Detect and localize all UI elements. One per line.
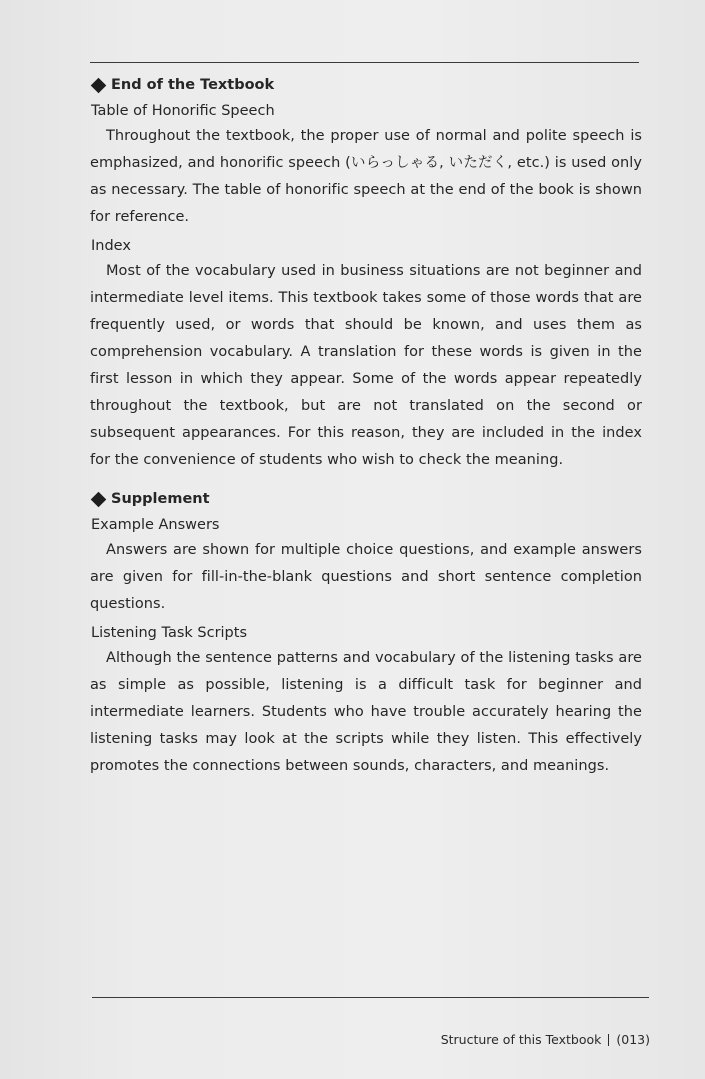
subsection-title-honorific: Table of Honorific Speech: [91, 103, 275, 119]
bottom-rule: [92, 997, 649, 998]
page-footer: [441, 1032, 650, 1047]
section-heading-supplement: [90, 488, 642, 510]
page-number: (013): [616, 1032, 650, 1047]
top-rule: [90, 62, 639, 63]
footer-title: Structure of this Textbook: [440, 1032, 602, 1047]
section-gap: [90, 474, 642, 488]
section-heading-text: Supplement: [111, 491, 210, 507]
paragraph-listening: Although the sentence patterns and vocabulary of the listening tasks are as simple as possible, listening is a difficult task for beginner and intermediate learners. Students who have trouble accurately hearing the listening tasks may look at the scripts while they listen. This effectively promotes the connections between sounds, characters, and meanings.: [90, 650, 642, 774]
paragraph-honorific: Throughout the textbook, the proper use of normal and polite speech is emphasized, and honorific speech (いらっしゃる, いただく, etc.) is used only as necessary. The table of honorific speech at the end of the book is shown for reference.: [90, 128, 642, 225]
subsection-title-index: Index: [91, 238, 131, 254]
diamond-bullet-icon: [91, 77, 107, 93]
section-heading-text: End of the Textbook: [111, 77, 275, 93]
diamond-bullet-icon: [91, 491, 107, 507]
footer-separator: [608, 1034, 609, 1046]
page-content: [90, 74, 642, 780]
section-heading-end-of-textbook: [90, 74, 642, 96]
paragraph-example-answers: Answers are shown for multiple choice questions, and example answers are given for fill-in-the-blank questions and short sentence completion questions.: [90, 542, 642, 612]
subsection-title-example-answers: Example Answers: [91, 517, 220, 533]
paragraph-index: Most of the vocabulary used in business situations are not beginner and intermediate level items. This textbook takes some of those words that are frequently used, or words that should be known, and uses them as comprehension vocabulary. A translation for these words is given in the first lesson in which they appear. Some of the words appear repeatedly throughout the textbook, but are not translated on the second or subsequent appearances. For this reason, they are included in the index for the convenience of students who wish to check the meaning.: [90, 263, 642, 468]
subsection-title-listening: Listening Task Scripts: [91, 625, 248, 641]
